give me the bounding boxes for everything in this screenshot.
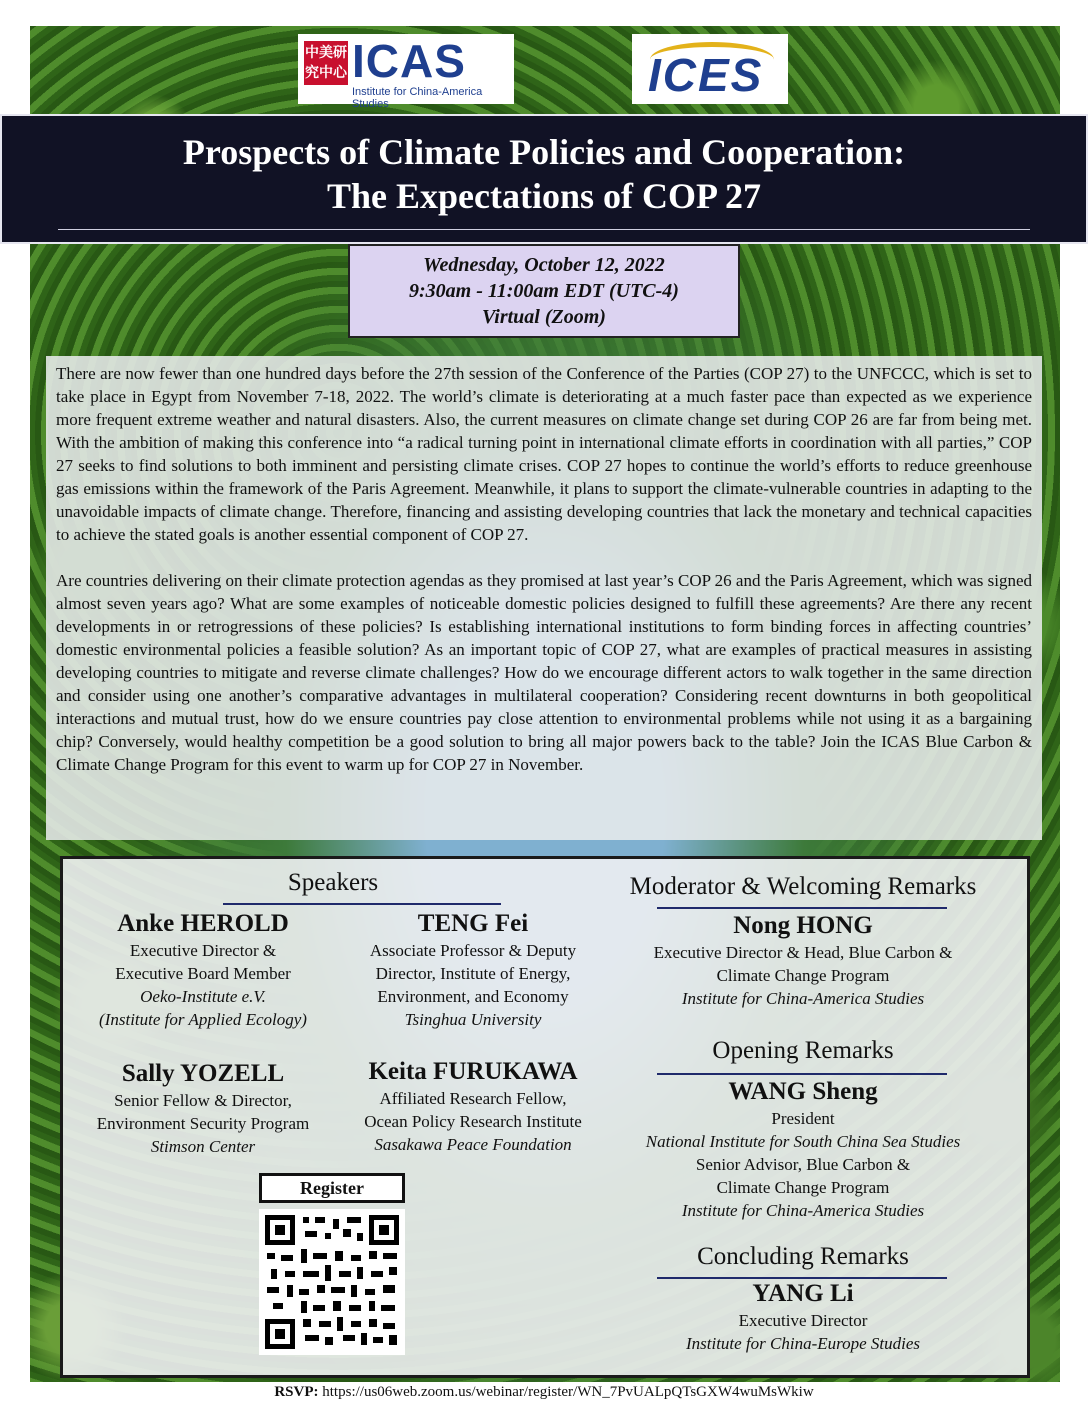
- concluding-role: Executive Director: [738, 1311, 868, 1330]
- icas-logo-name: ICAS: [352, 35, 466, 87]
- opening-heading: Opening Remarks: [712, 1037, 894, 1064]
- moderator-role: Executive Director & Head, Blue Carbon &: [653, 943, 953, 962]
- qr-code-icon: [265, 1215, 399, 1349]
- icas-logo-subtitle: Institute for China-America Studies: [352, 86, 483, 110]
- event-venue: Virtual (Zoom): [482, 306, 606, 328]
- description-paragraph-1: There are now fewer than one hundred days before the 27th session of the Conference of the Parties (COP 27) to the UNFCCC, which is set to take place in Egypt from November 7-18, 2022. The world’s climate is deteriorating at a much faster pace than expected as we experience more frequent extreme weather and natural disasters. Also, the current measures on climate change set during COP 26 are far from being met. With the ambition of making this conference into “a radical turning point in international climate efforts in coordination with all parties,” COP 27 seeks to find solutions to both imminent and persisting climate crises. COP 27 hopes to continue the world’s efforts to reduce greenhouse gas emissions within the framework of the Paris Agreement. Meanwhile, it plans to support the climate-vulnerable countries in adapting to the unavoidable impacts of climate change. Therefore, financing and assisting developing countries that lack the monetary and technical capacities to achieve the stated goals is another essential component of COP 27.: [56, 364, 1032, 544]
- speaker-name: Keita FURUKAWA: [368, 1058, 578, 1085]
- title-divider: [58, 229, 1030, 230]
- register-label: Register: [259, 1173, 405, 1203]
- event-title-line2: The Expectations of COP 27: [326, 176, 761, 216]
- ices-logo: [632, 34, 788, 104]
- moderator-org: Institute for China-America Studies: [681, 989, 925, 1008]
- opening-rule: [657, 1073, 947, 1075]
- event-description: [46, 356, 1042, 840]
- speaker-role: Environment Security Program: [96, 1114, 310, 1133]
- speaker-org: (Institute for Applied Ecology): [99, 1010, 307, 1029]
- speakers-panel: [60, 856, 1030, 1378]
- moderator-name: Nong HONG: [733, 912, 873, 939]
- speaker-teng-fei: [348, 909, 598, 1031]
- opening-role: Climate Change Program: [716, 1178, 890, 1197]
- speaker-role: Ocean Policy Research Institute: [364, 1112, 582, 1131]
- speaker-sally-yozell: [73, 1059, 333, 1158]
- speakers-rule: [223, 903, 501, 905]
- speaker-role: Environment, and Economy: [377, 987, 569, 1006]
- speaker-name: Sally YOZELL: [121, 1060, 285, 1087]
- description-paragraph-2: Are countries delivering on their climate protection agendas as they promised at last year’s COP 26 and the Paris Agreement, which was signed almost seven years ago? What are some examples of noticeable domestic policies designed to fulfill these agreements? Are there any recent developments in or retrogressions of these policies? Is establishing international institutions to form binding forces in affecting countries’ domestic environmental policies a feasible solution? As an important topic of COP 27, what are examples of practical measures in assisting developing countries to mitigate and reverse climate challenges? How do we encourage different actors to walk together in the same direction and consider using one another’s comparative advantages in multilateral cooperation? Considering recent downturns in both geopolitical interactions and mutual trust, how do we ensure countries pay close attention to environmental problems while not using it as a bargaining chip? Conversely, would healthy competition be a good solution to bring all major powers back to the table? Join the ICAS Blue Carbon & Climate Change Program for this event to warm up for COP 27 in November.: [56, 571, 1032, 774]
- speaker-role: Executive Director &: [129, 941, 277, 960]
- speaker-anke-herold: [73, 909, 333, 1031]
- speaker-role: Executive Board Member: [115, 964, 291, 983]
- speaker-org: Stimson Center: [150, 1137, 256, 1156]
- concluding-heading: Concluding Remarks: [697, 1243, 909, 1270]
- moderator-nong-hong: [618, 911, 988, 1010]
- opening-org: Institute for China-America Studies: [681, 1201, 925, 1220]
- moderator-rule: [657, 907, 947, 909]
- opening-role: Senior Advisor, Blue Carbon &: [695, 1155, 911, 1174]
- speakers-heading: Speakers: [287, 869, 379, 896]
- rsvp-link[interactable]: https://us06web.zoom.us/webinar/register/WN_7PvUALpQTsGXW4wuMsWkiw: [322, 1384, 814, 1400]
- opening-wang-sheng: [608, 1077, 998, 1222]
- speaker-role: Director, Institute of Energy,: [375, 964, 571, 983]
- speaker-org: Tsinghua University: [404, 1010, 542, 1029]
- opening-org: National Institute for South China Sea Studies: [645, 1132, 961, 1151]
- rsvp-line: [0, 1384, 1088, 1401]
- speaker-role: Affiliated Research Fellow,: [379, 1089, 567, 1108]
- event-date: Wednesday, October 12, 2022: [423, 254, 665, 276]
- concluding-yang-li: [618, 1279, 988, 1355]
- opening-role: President: [771, 1109, 835, 1128]
- event-time: 9:30am - 11:00am EDT (UTC-4): [409, 280, 679, 302]
- event-details-box: [348, 244, 740, 338]
- speaker-org: Oeko-Institute e.V.: [140, 987, 266, 1006]
- concluding-org: Institute for China-Europe Studies: [685, 1334, 921, 1353]
- speaker-role: Associate Professor & Deputy: [369, 941, 577, 960]
- icas-seal: 中美研究中心: [304, 41, 348, 85]
- concluding-name: YANG Li: [752, 1280, 854, 1307]
- speaker-role: Senior Fellow & Director,: [114, 1091, 292, 1110]
- opening-name: WANG Sheng: [728, 1078, 878, 1105]
- ices-logo-name: ICES: [648, 49, 764, 101]
- speaker-keita-furukawa: [338, 1057, 608, 1156]
- moderator-heading: Moderator & Welcoming Remarks: [629, 873, 977, 900]
- icas-logo: [298, 34, 514, 110]
- speaker-name: TENG Fei: [417, 910, 529, 937]
- speaker-org: Sasakawa Peace Foundation: [374, 1135, 572, 1154]
- rsvp-label: RSVP:: [274, 1384, 319, 1400]
- event-title-line1: Prospects of Climate Policies and Cooperation:: [182, 132, 906, 172]
- register-qr-code[interactable]: [259, 1209, 405, 1355]
- moderator-role: Climate Change Program: [716, 966, 890, 985]
- event-title-banner: [0, 114, 1088, 244]
- speaker-name: Anke HEROLD: [117, 910, 289, 937]
